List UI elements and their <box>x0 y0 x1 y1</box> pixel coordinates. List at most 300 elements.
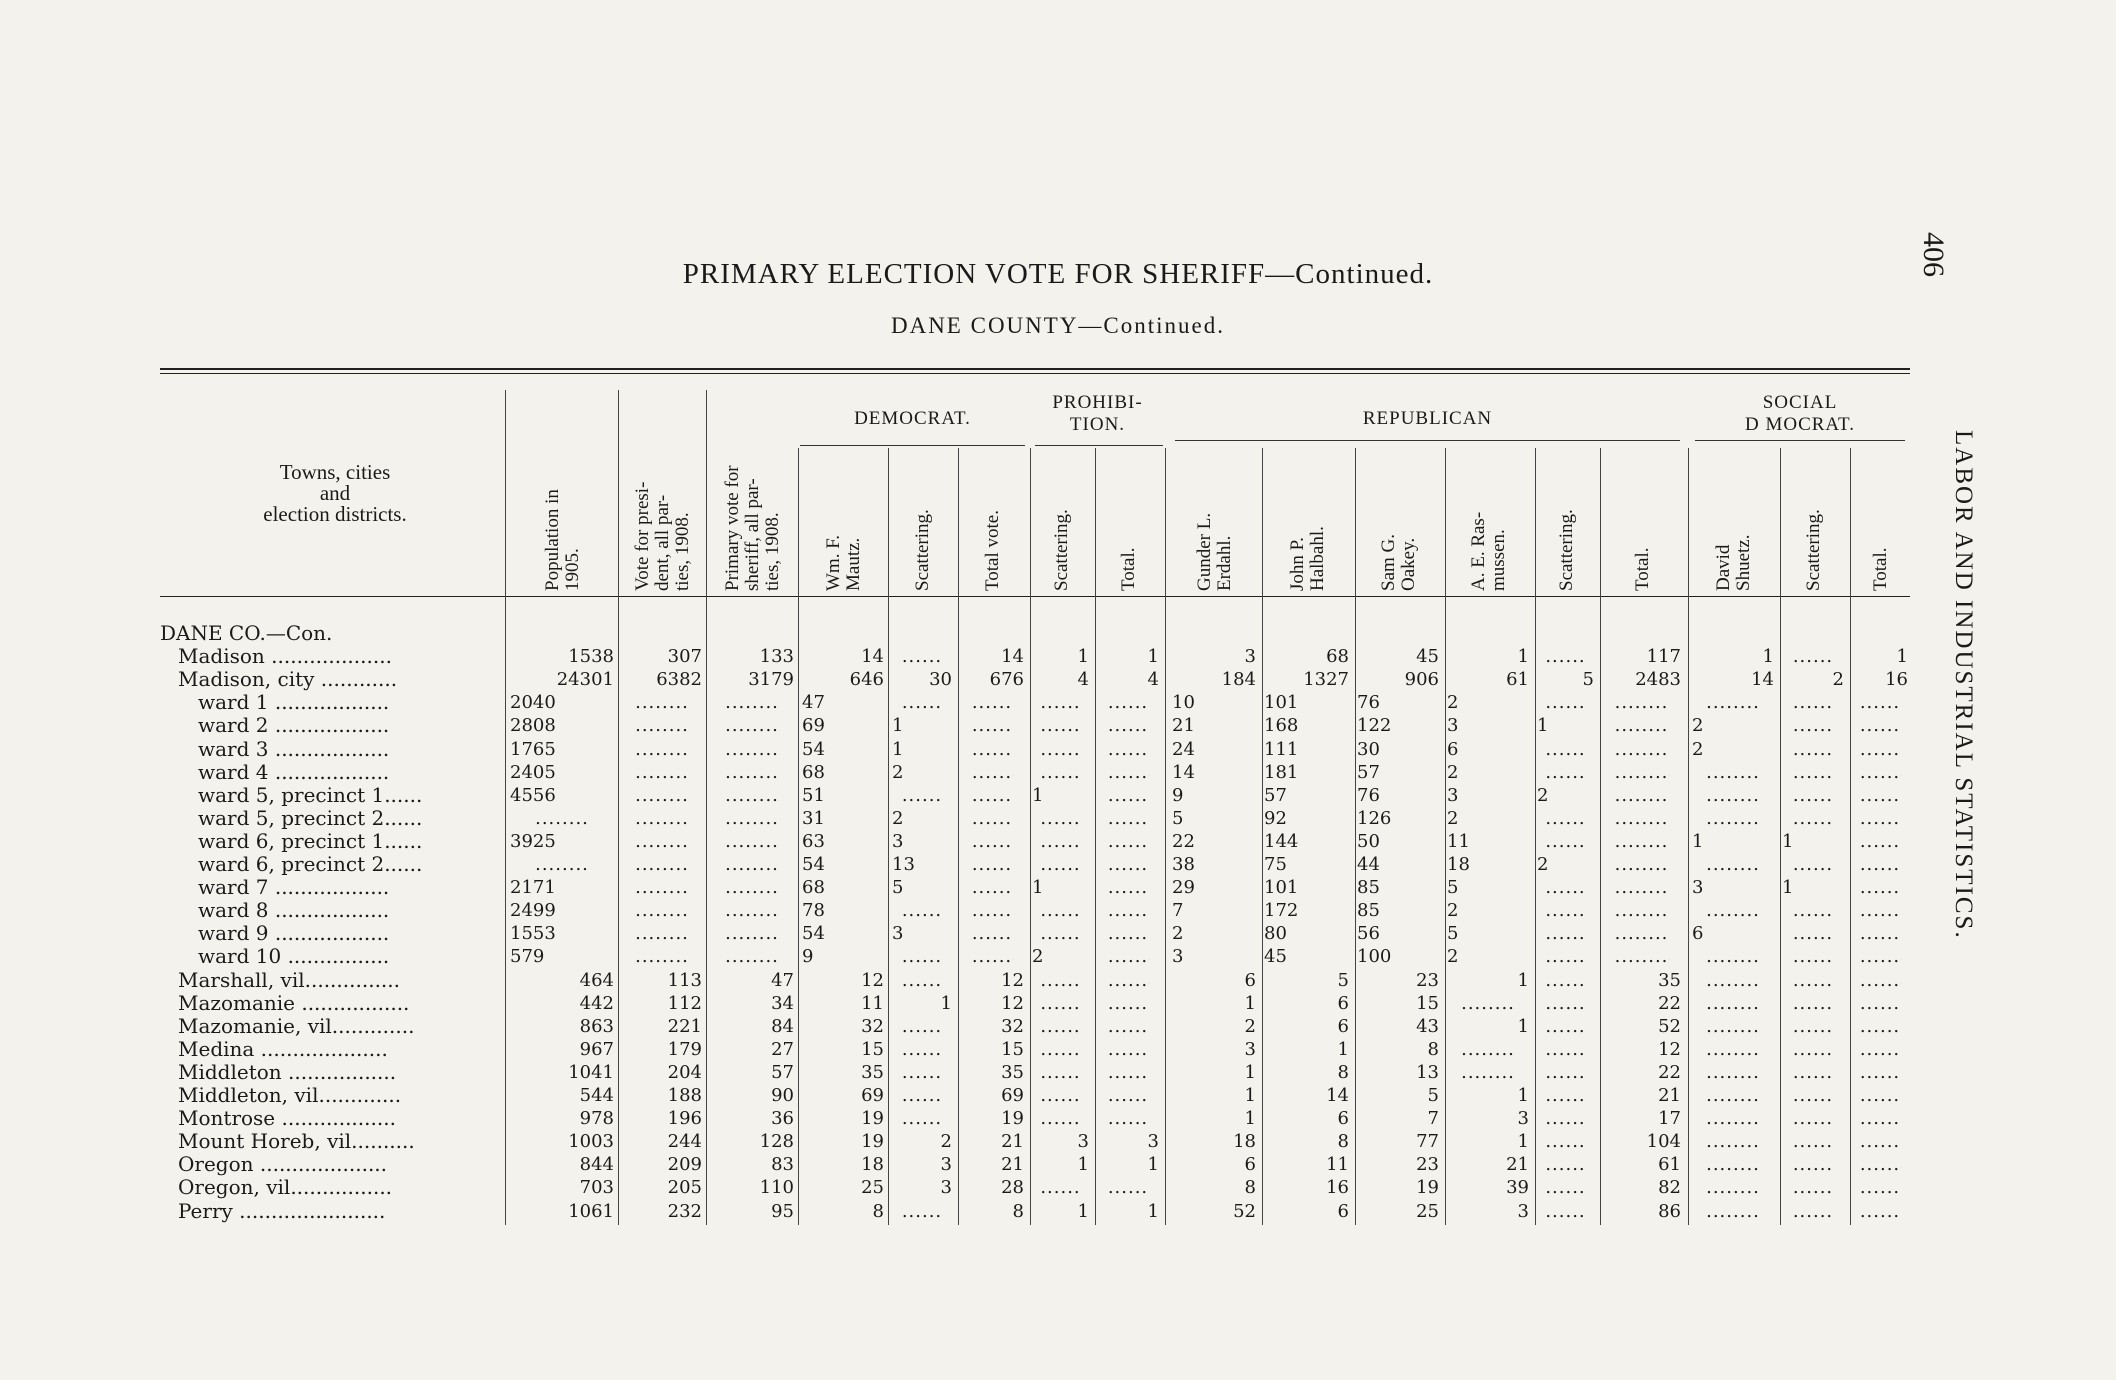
table-cell: ........ <box>1706 1201 1760 1222</box>
table-cell: ...... <box>901 1062 943 1083</box>
column-header-line: Halbahl. <box>1306 526 1328 591</box>
table-cell: 2 <box>1832 669 1844 690</box>
table-cell: 35 <box>1001 1062 1024 1083</box>
table-cell: ...... <box>971 785 1013 806</box>
table-cell: 5 <box>892 877 904 898</box>
table-cell: ...... <box>901 785 943 806</box>
table-cell: ...... <box>1545 808 1586 829</box>
table-cell: 54 <box>802 854 825 875</box>
column-header <box>958 450 1028 590</box>
table-cell: 3 <box>1244 646 1256 667</box>
table-cell: ...... <box>971 808 1013 829</box>
table-cell: 29 <box>1172 877 1195 898</box>
table-row <box>0 622 1920 645</box>
table-cell: ........ <box>725 692 779 713</box>
column-header <box>1030 450 1093 590</box>
column-header-line: Scattering. <box>1803 509 1824 591</box>
table-row <box>0 830 1920 853</box>
row-label: ward 5, precinct 1...... <box>198 783 423 807</box>
table-cell: 21 <box>1172 715 1195 736</box>
table-cell: ........ <box>1614 923 1669 944</box>
table-cell: 1 <box>1077 646 1089 667</box>
table-cell: ........ <box>1706 1016 1760 1037</box>
table-cell: ........ <box>1706 993 1760 1014</box>
table-cell: ...... <box>1545 762 1586 783</box>
table-cell: ...... <box>901 1039 943 1060</box>
table-cell: ...... <box>1545 1039 1586 1060</box>
table-row <box>0 1061 1920 1084</box>
table-cell: 31 <box>802 808 825 829</box>
table-cell: ...... <box>1107 854 1149 875</box>
table-cell: 39 <box>1506 1177 1529 1198</box>
table-cell: 32 <box>1001 1016 1024 1037</box>
column-header <box>1262 450 1353 590</box>
table-cell: 2483 <box>1635 669 1681 690</box>
table-row <box>0 876 1920 899</box>
table-cell: ........ <box>1706 1154 1760 1175</box>
table-cell: 204 <box>667 1062 702 1083</box>
group-prohibition-rule <box>1035 445 1163 446</box>
table-cell: 8 <box>1427 1039 1439 1060</box>
table-cell: ...... <box>1792 715 1834 736</box>
table-cell: ...... <box>1107 1062 1149 1083</box>
column-header-line: John P. <box>1286 537 1308 591</box>
table-cell: 16 <box>1885 669 1908 690</box>
column-header-line: A. E. Ras- <box>1468 511 1489 591</box>
column-header <box>1445 450 1533 590</box>
table-cell: 6 <box>1337 1108 1349 1129</box>
table-cell: 76 <box>1357 785 1380 806</box>
column-header <box>620 450 706 590</box>
table-cell: 76 <box>1357 692 1380 713</box>
table-cell: 172 <box>1264 900 1299 921</box>
table-cell: ...... <box>1792 1154 1834 1175</box>
row-label: Oregon, vil................ <box>178 1175 393 1199</box>
table-cell: ...... <box>1107 1108 1149 1129</box>
table-cell: 80 <box>1264 923 1287 944</box>
table-cell: 1 <box>1517 1131 1529 1152</box>
table-cell: 5 <box>1427 1085 1439 1106</box>
table-cell: 68 <box>802 762 825 783</box>
table-cell: ...... <box>1040 808 1081 829</box>
table-row <box>0 761 1920 784</box>
table-cell: ...... <box>901 1201 943 1222</box>
table-cell: 43 <box>1416 1016 1439 1037</box>
table-cell: ...... <box>1859 900 1901 921</box>
table-cell: 54 <box>802 739 825 760</box>
table-cell: ........ <box>1614 785 1669 806</box>
table-cell: 14 <box>861 646 884 667</box>
table-cell: 122 <box>1357 715 1392 736</box>
row-label: Oregon .................... <box>178 1152 388 1176</box>
table-cell: ...... <box>971 923 1013 944</box>
table-cell: 14 <box>1001 646 1024 667</box>
table-row <box>0 969 1920 992</box>
table-cell: ...... <box>1792 1085 1834 1106</box>
table-cell: ........ <box>1614 715 1669 736</box>
table-cell: 3 <box>1077 1131 1089 1152</box>
table-cell: 24301 <box>556 669 614 690</box>
table-cell: ...... <box>1792 854 1834 875</box>
table-cell: 45 <box>1416 646 1439 667</box>
table-cell: 32 <box>861 1016 884 1037</box>
row-label: ward 2 .................. <box>198 713 390 737</box>
table-cell: 1061 <box>568 1201 614 1222</box>
table-cell: 3 <box>1244 1039 1256 1060</box>
table-cell: 2 <box>1447 900 1459 921</box>
column-header-line: mussen. <box>1488 529 1509 591</box>
table-cell: 1003 <box>568 1131 614 1152</box>
table-cell: 78 <box>802 900 825 921</box>
column-header-line: Total. <box>1631 547 1653 591</box>
table-cell: 6 <box>1337 993 1349 1014</box>
table-cell: 47 <box>771 970 794 991</box>
table-cell: 1 <box>1244 1108 1256 1129</box>
table-cell: 1 <box>1517 1016 1529 1037</box>
table-cell: ...... <box>1792 900 1834 921</box>
table-cell: 8 <box>1012 1201 1024 1222</box>
table-cell: 3 <box>1517 1201 1529 1222</box>
table-cell: ...... <box>1859 1108 1901 1129</box>
table-cell: ...... <box>1859 1039 1901 1060</box>
table-cell: 184 <box>1221 669 1256 690</box>
table-cell: 8 <box>1337 1131 1349 1152</box>
table-cell: ...... <box>971 877 1013 898</box>
table-cell: 126 <box>1357 808 1392 829</box>
table-cell: ........ <box>1706 1177 1760 1198</box>
table-cell: ...... <box>1107 1016 1149 1037</box>
table-cell: 27 <box>771 1039 794 1060</box>
stub-header-line-2: and <box>319 481 351 505</box>
table-cell: ...... <box>1859 715 1901 736</box>
table-cell: 2 <box>1537 785 1549 806</box>
table-cell: 1 <box>1517 970 1529 991</box>
table-cell: 11 <box>861 993 884 1014</box>
table-cell: ...... <box>1107 946 1149 967</box>
table-cell: ...... <box>1792 646 1834 667</box>
table-cell: ........ <box>635 877 689 898</box>
table-cell: 1 <box>892 715 904 736</box>
table-cell: ........ <box>635 762 689 783</box>
table-cell: 181 <box>1264 762 1299 783</box>
table-cell: ........ <box>1706 1131 1760 1152</box>
row-label: ward 8 .................. <box>198 898 390 922</box>
table-cell: 15 <box>1001 1039 1024 1060</box>
table-cell: 906 <box>1404 669 1439 690</box>
table-cell: 30 <box>1357 739 1380 760</box>
table-cell: 1 <box>1147 1154 1159 1175</box>
table-cell: ...... <box>1792 692 1834 713</box>
table-cell: 244 <box>667 1131 702 1152</box>
column-header <box>1600 450 1685 590</box>
table-row <box>0 807 1920 830</box>
table-cell: 2 <box>940 1131 952 1152</box>
table-cell: ........ <box>635 785 689 806</box>
table-cell: 3 <box>1172 946 1184 967</box>
table-cell: 1 <box>1244 1085 1256 1106</box>
table-cell: 69 <box>802 715 825 736</box>
row-label: ward 7 .................. <box>198 875 390 899</box>
table-cell: 18 <box>1447 854 1470 875</box>
table-cell: ...... <box>1545 1131 1586 1152</box>
table-cell: 15 <box>861 1039 884 1060</box>
table-cell: ...... <box>901 900 943 921</box>
table-cell: 6382 <box>656 669 702 690</box>
table-cell: 1 <box>1692 831 1704 852</box>
table-cell: ........ <box>1614 808 1669 829</box>
table-cell: 52 <box>1658 1016 1681 1037</box>
table-cell: ........ <box>1614 877 1669 898</box>
table-row <box>0 899 1920 922</box>
table-cell: 90 <box>771 1085 794 1106</box>
group-social-line-1: SOCIAL <box>1762 392 1838 413</box>
table-cell: ...... <box>1792 1016 1834 1037</box>
table-cell: 1 <box>1517 1085 1529 1106</box>
table-cell: 579 <box>510 946 545 967</box>
table-cell: 2499 <box>510 900 556 921</box>
table-cell: ...... <box>1107 762 1149 783</box>
table-cell: 69 <box>861 1085 884 1106</box>
column-header <box>1690 450 1778 590</box>
row-label: ward 6, precinct 1...... <box>198 829 423 853</box>
table-cell: ...... <box>1792 1131 1834 1152</box>
table-cell: 1 <box>1244 1062 1256 1083</box>
table-cell: ........ <box>1614 692 1669 713</box>
table-cell: 2 <box>892 808 904 829</box>
table-cell: 35 <box>861 1062 884 1083</box>
table-cell: ........ <box>1706 1039 1760 1060</box>
column-header-line: 1905. <box>562 548 583 591</box>
group-social-rule <box>1695 440 1905 441</box>
table-cell: ...... <box>971 715 1013 736</box>
table-cell: 2171 <box>510 877 556 898</box>
table-cell: ........ <box>1706 785 1760 806</box>
table-cell: 144 <box>1264 831 1299 852</box>
column-header <box>800 450 888 590</box>
table-row <box>0 1107 1920 1130</box>
table-cell: 1327 <box>1303 669 1349 690</box>
table-cell: 68 <box>802 877 825 898</box>
row-label: Marshall, vil............... <box>178 968 400 992</box>
table-cell: ...... <box>1040 854 1081 875</box>
table-cell: ........ <box>635 831 689 852</box>
table-cell: 13 <box>892 854 915 875</box>
table-cell: ...... <box>1792 762 1834 783</box>
table-cell: 464 <box>579 970 614 991</box>
table-cell: ...... <box>1040 900 1081 921</box>
table-cell: 51 <box>802 785 825 806</box>
table-cell: ...... <box>901 646 943 667</box>
table-cell: 95 <box>771 1201 794 1222</box>
table-cell: ...... <box>1107 900 1149 921</box>
table-cell: 25 <box>861 1177 884 1198</box>
table-cell: 1 <box>1537 715 1549 736</box>
table-cell: ........ <box>1706 808 1760 829</box>
column-header-line: Scattering. <box>912 509 933 591</box>
row-label: ward 3 .................. <box>198 737 390 761</box>
table-cell: ...... <box>1545 1062 1586 1083</box>
table-cell: 1538 <box>568 646 614 667</box>
table-cell: ...... <box>1040 1085 1081 1106</box>
row-label: ward 9 .................. <box>198 921 390 945</box>
table-cell: 5 <box>1172 808 1184 829</box>
table-cell: 104 <box>1646 1131 1681 1152</box>
table-cell: ...... <box>1545 923 1586 944</box>
table-cell: ...... <box>901 946 943 967</box>
table-cell: 3179 <box>748 669 794 690</box>
table-cell: 19 <box>861 1108 884 1129</box>
stub-header-line-1: Towns, cities <box>279 460 391 484</box>
table-cell: ...... <box>1792 1177 1834 1198</box>
table-row <box>0 738 1920 761</box>
table-cell: 2 <box>1172 923 1184 944</box>
row-label: ward 5, precinct 2...... <box>198 806 423 830</box>
group-prohibition <box>1030 392 1165 436</box>
table-cell: 10 <box>1172 692 1195 713</box>
row-label: ward 4 .................. <box>198 760 390 784</box>
table-cell: 22 <box>1658 993 1681 1014</box>
table-cell: 2 <box>1447 692 1459 713</box>
table-cell: 12 <box>1658 1039 1681 1060</box>
table-cell: 646 <box>849 669 884 690</box>
table-cell: 36 <box>771 1108 794 1129</box>
column-header-line: Total. <box>1870 547 1891 591</box>
table-cell: 1041 <box>568 1062 614 1083</box>
table-cell: ...... <box>901 1108 943 1129</box>
table-cell: ...... <box>1107 785 1149 806</box>
table-row <box>0 784 1920 807</box>
table-cell: 19 <box>861 1131 884 1152</box>
table-cell: 2 <box>892 762 904 783</box>
table-cell: 221 <box>667 1016 702 1037</box>
table-cell: ...... <box>1792 923 1834 944</box>
table-cell: ...... <box>971 900 1013 921</box>
table-row <box>0 1015 1920 1038</box>
table-cell: 3 <box>1517 1108 1529 1129</box>
table-cell: 117 <box>1646 646 1681 667</box>
table-cell: 2 <box>1032 946 1044 967</box>
row-label: Mazomanie, vil............. <box>178 1014 415 1038</box>
table-cell: ........ <box>725 946 779 967</box>
table-cell: 5 <box>1337 970 1349 991</box>
column-header <box>890 450 956 590</box>
table-cell: 50 <box>1357 831 1380 852</box>
table-row <box>0 922 1920 945</box>
column-header-line: Gunder L. <box>1194 512 1215 591</box>
table-cell: ...... <box>1792 739 1834 760</box>
table-cell: ........ <box>725 739 779 760</box>
table-cell: ...... <box>971 854 1013 875</box>
column-header <box>508 450 618 590</box>
table-cell: 1 <box>1762 646 1774 667</box>
table-cell: ...... <box>1545 900 1586 921</box>
table-row <box>0 1153 1920 1176</box>
table-cell: ...... <box>1040 762 1081 783</box>
table-row <box>0 853 1920 876</box>
table-cell: ...... <box>1859 1154 1901 1175</box>
table-cell: 1 <box>892 739 904 760</box>
table-cell: 44 <box>1357 854 1380 875</box>
header-bottom-rule <box>160 596 1910 597</box>
table-cell: ........ <box>1706 692 1760 713</box>
table-cell: ........ <box>1614 946 1669 967</box>
table-cell: ........ <box>635 808 689 829</box>
table-cell: 68 <box>1326 646 1349 667</box>
table-cell: 14 <box>1751 669 1774 690</box>
table-cell: ...... <box>1040 692 1081 713</box>
table-cell: 83 <box>771 1154 794 1175</box>
table-cell: 1 <box>1147 1201 1159 1222</box>
table-cell: 12 <box>1001 970 1024 991</box>
table-cell: 14 <box>1172 762 1195 783</box>
table-cell: ...... <box>1040 831 1081 852</box>
table-cell: 2040 <box>510 692 556 713</box>
table-cell: ...... <box>1859 1201 1901 1222</box>
table-cell: 45 <box>1264 946 1287 967</box>
column-header-line: Shuetz. <box>1733 534 1754 591</box>
stub-header-line-3: election districts. <box>263 502 407 526</box>
table-cell: 3 <box>940 1177 952 1198</box>
table-cell: ...... <box>1040 739 1081 760</box>
table-cell: 676 <box>989 669 1024 690</box>
table-cell: 113 <box>667 970 702 991</box>
table-cell: ........ <box>535 854 589 875</box>
table-cell: ...... <box>901 692 943 713</box>
table-cell: 3 <box>1692 877 1704 898</box>
table-cell: 2 <box>1447 946 1459 967</box>
table-cell: 1 <box>1032 877 1044 898</box>
table-cell: ...... <box>971 692 1013 713</box>
row-label: Middleton ................. <box>178 1060 397 1084</box>
table-cell: 57 <box>1357 762 1380 783</box>
table-cell: 2 <box>1447 808 1459 829</box>
table-cell: 7 <box>1172 900 1184 921</box>
table-cell: ...... <box>1040 1016 1081 1037</box>
group-social-line-2: D MOCRAT. <box>1745 414 1855 435</box>
table-cell: ...... <box>1545 739 1586 760</box>
table-cell: 21 <box>1001 1154 1024 1175</box>
table-cell: ...... <box>1040 1062 1081 1083</box>
table-cell: ...... <box>1545 877 1586 898</box>
table-row <box>0 992 1920 1015</box>
table-cell: 1 <box>1147 646 1159 667</box>
column-header <box>1355 450 1443 590</box>
table-cell: 6 <box>1447 739 1459 760</box>
column-header-line: dent, all par- <box>652 494 673 591</box>
table-cell: 133 <box>759 646 794 667</box>
table-cell: ........ <box>635 854 689 875</box>
table-cell: ...... <box>1792 993 1834 1014</box>
table-cell: 2 <box>1447 762 1459 783</box>
table-cell: 23 <box>1416 970 1439 991</box>
table-cell: ...... <box>1107 923 1149 944</box>
table-cell: ...... <box>1107 692 1149 713</box>
table-cell: ...... <box>1040 1108 1081 1129</box>
column-header-line: Population in <box>542 489 563 591</box>
table-cell: 30 <box>929 669 952 690</box>
table-cell: ........ <box>725 923 779 944</box>
stub-header <box>175 462 495 525</box>
table-cell: 1 <box>1782 877 1794 898</box>
table-cell: 57 <box>1264 785 1287 806</box>
table-cell: ...... <box>1792 1039 1834 1060</box>
table-cell: 3 <box>1147 1131 1159 1152</box>
table-cell: ...... <box>1040 970 1081 991</box>
table-cell: 5 <box>1582 669 1594 690</box>
table-cell: ...... <box>1107 1039 1149 1060</box>
column-header-line: Total. <box>1118 547 1139 591</box>
column-header-line: Scattering. <box>1050 509 1072 591</box>
